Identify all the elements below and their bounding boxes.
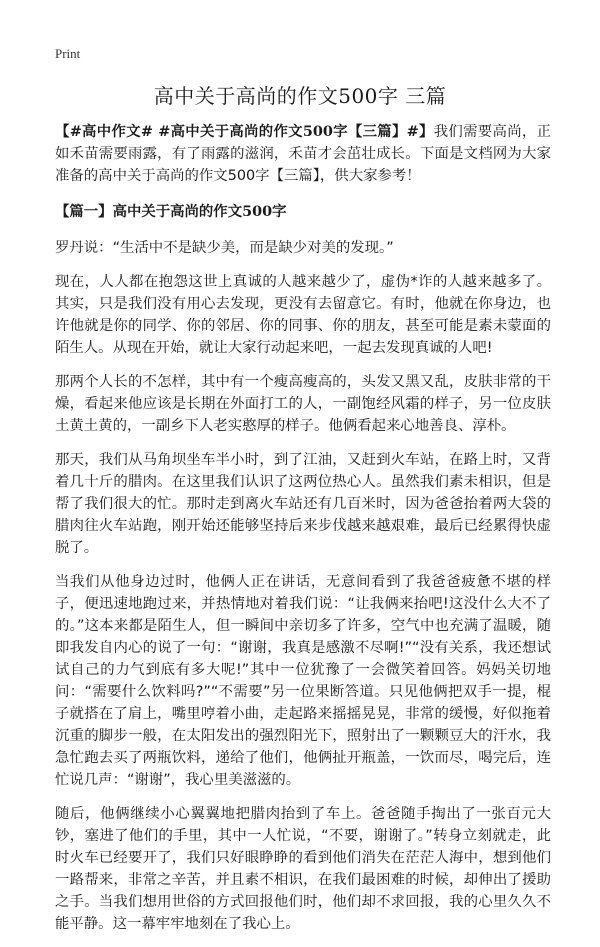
- paragraph: 当我们从他身边过时，他俩人正在讲话，无意间看到了我爸爸疲惫不堪的样子，便迅速地跑过来，并热情地对着我们说：“让我俩来抬吧!这没什么大不了的。”这本来都是陌生人，但一瞬间中亲切多了许多，空气中也充满了温暖，随即我发自内心的说了一句：“谢谢，我真是感激不尽啊!”“没有关系，我还想试试自己的力气到底有多大呢!”其中一位犹豫了一会微笑着回答。妈妈关切地问：“需要什么饮料吗?”“不需要”另一位果断答道。只见他俩把双手一提，棍子就搭在了肩上，嘴里哼着小曲，走起路来摇摇晃晃，非常的缓慢，好似拖着沉重的脚步一般，在太阳发出的强烈阳光下，照射出了一颗颗豆大的汗水，我急忙跑去买了两瓶饮料，递给了他们，他俩扯开瓶盖，一饮而尽，喝完后，连忙说几声：“谢谢”，我心里美滋滋的。: [55, 574, 551, 788]
- article-body: [55, 121, 551, 947]
- paragraph: 随后，他俩继续小心翼翼地把腊肉抬到了车上。爸爸随手掏出了一张百元大钞，塞进了他们的手里，其中一人忙说，“不要，谢谢了。”转身立刻就走，此时火车已经要开了，我们只好眼睁睁的看到他们消失在茫茫人海中，想到他们一路帮来，非常之辛苦，并且素不相识，在我们最困难的时候，却伸出了援助之手。当我们想用世俗的方式回报他们时，他们却不求回报，我的心里久久不能平静。这一幕牢牢地刻在了我心上。: [55, 806, 551, 932]
- paragraph: 那两个人长的不怎样，其中有一个瘦高瘦高的，头发又黑又乱，皮肤非常的干燥，看起来他应该是长期在外面打工的人，一副饱经风霜的样子，另一位皮肤土黄土黄的，一副乡下人老实憨厚的样子。他俩看起来心地善良、淳朴。: [55, 374, 551, 434]
- page-title: 高中关于高尚的作文500字 三篇: [153, 84, 447, 108]
- intro-paragraph: [55, 121, 551, 187]
- print-link[interactable]: Print: [55, 46, 81, 61]
- paragraph: 那天，我们从马角坝坐车半小时，到了江油，又赶到火车站，在路上时，又背着几十斤的腊肉。在这里我们认识了这两位热心人。虽然我们素未相识，但是帮了我们很大的忙。那时走到离火车站还有几百米时，因为爸爸抬着两大袋的腊肉往火车站跑，刚开始还能够坚持后来步伐越来越艰难，最后已经累得快虚脱了。: [55, 452, 551, 556]
- intro-tag: 【#高中作文# #高中关于高尚的作文500字【三篇】#】: [55, 123, 434, 140]
- section-heading: 【篇一】高中关于高尚的作文500字: [55, 203, 287, 220]
- paragraph: 现在，人人都在抱怨这世上真诚的人越来越少了，虚伪*诈的人越来越多了。其实，只是我们没有用心去发现，更没有去留意它。有时，他就在你身边，也许他就是你的同学、你的邻居、你的同事、你的朋友，甚至可能是素未蒙面的陌生人。从现在开始，就让大家行动起来吧，一起去发现真诚的人吧!: [55, 274, 551, 356]
- intro-text: 我们需要高尚，正如禾苗需要雨露，有了雨露的滋润，禾苗才会茁壮成长。下面是文档网为大家准备的高中关于高尚的作文500字【三篇】，供大家参考！: [55, 124, 551, 184]
- paragraph-quote: 罗丹说：“生活中不是缺少美，而是缺少对美的发现。”: [55, 240, 394, 256]
